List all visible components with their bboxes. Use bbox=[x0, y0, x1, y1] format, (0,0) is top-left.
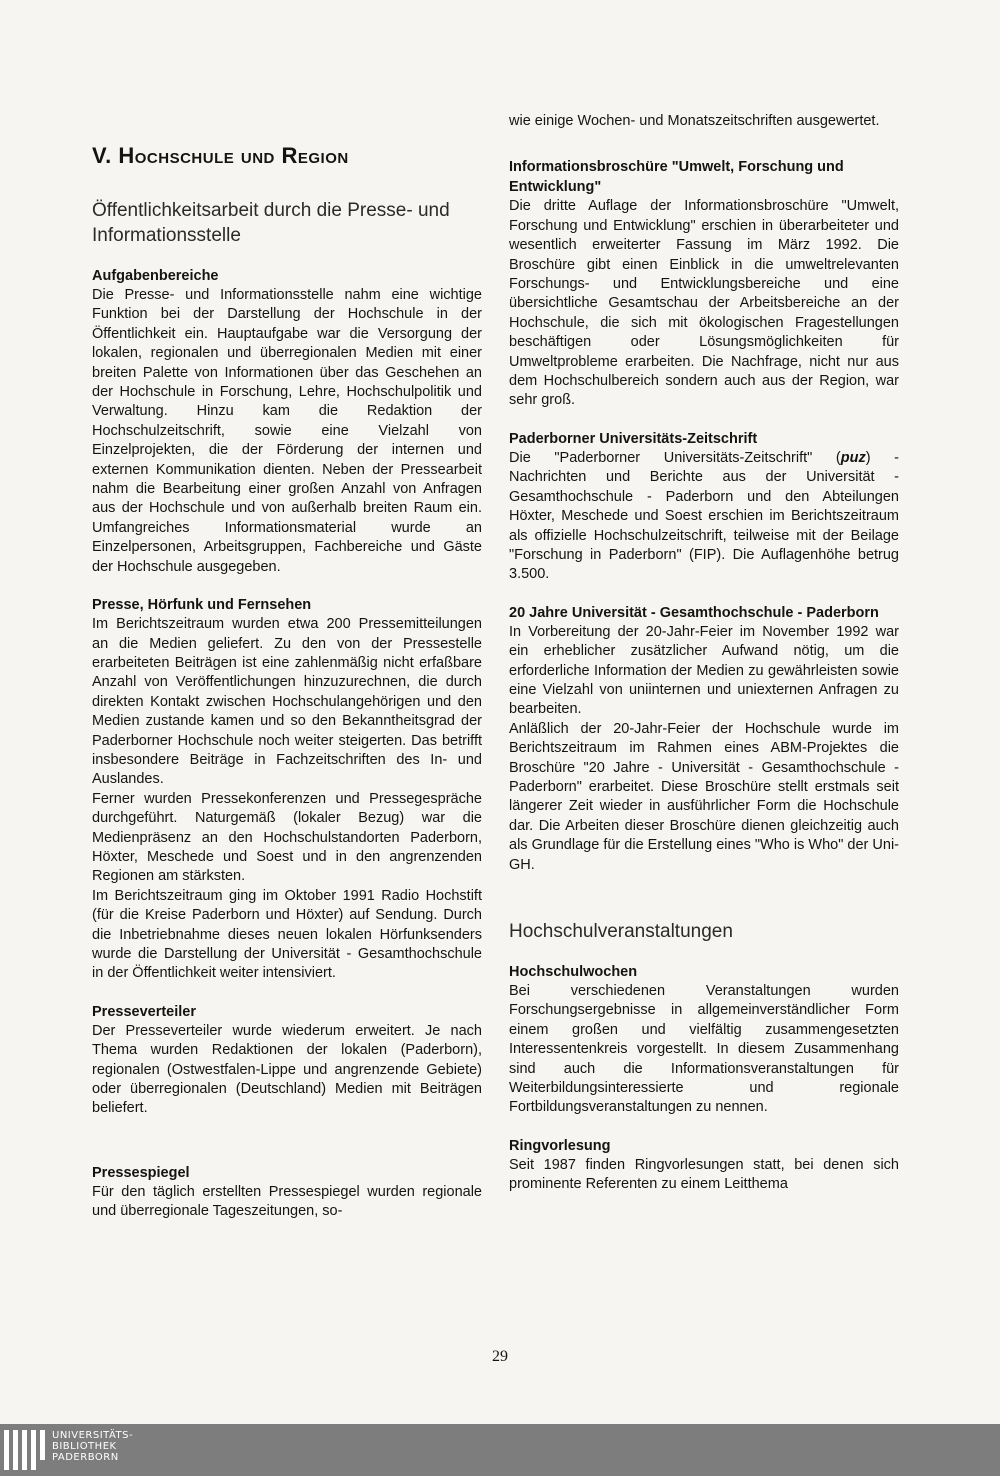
paragraph-hochschulwochen: Bei verschiedenen Veranstaltungen wurden Forschungsergebnisse in allgemeinverständlicher Form einem großen und vielfältig zusammengesetzten Interessentenkreis vorgestellt. In diesem Zusammenhang sind auch die Informationsveranstaltungen für Weiterbildungsinteressierte und regionale Fortbildungsveranstaltungen zu nennen. bbox=[509, 983, 899, 1116]
paragraph-aufgabenbereiche: Die Presse- und Informationsstelle nahm eine wichtige Funktion bei der Darstellung der Hochschule in der Öffentlichkeit ein. Hauptaufgabe war die Versorgung der lokalen, regionalen und überregionalen Medien mit einer breiten Palette von Informationen über das Geschehen an der Hochschule in Forschung, Lehre, Hochschulpolitik und Verwaltung. Hinzu kam die Redaktion der Hochschulzeitschrift, sowie eine Vielzahl von Einzelprojekten, die der Förderung der internen und externen Kommunikation dienten. Neben der Pressearbeit nahm die Bearbeitung einer großen Anzahl von Anfragen aus der Hochschule und von außerhalb breiten Raum ein. Umfangreiches Informationsmaterial wurde an Einzelpersonen, Arbeitsgruppen, Fachbereiche und Gäste der Hochschule ausgegeben. bbox=[92, 287, 482, 575]
paragraph-presse-3: Im Berichtszeitraum ging im Oktober 1991 Radio Hochstift (für die Kreise Paderborn und Höxter) auf Sendung. Durch die Inbetriebnahme dieses neuen lokalen Hörfunksenders wurde die Darstellung der Universität - Gesamthochschule in der Öffentlichkeit weiter intensiviert. bbox=[92, 887, 482, 982]
library-footer-bar bbox=[0, 1424, 1000, 1476]
paragraph-presse-2: Ferner wurden Pressekonferenzen und Pressegespräche durchgeführt. Naturgemäß (lokaler Bezug) war die Medienpräsenz an den Hochschulstandorten Paderborn, Höxter, Meschede und Soest und in den angrenzenden Regionen am stärksten. bbox=[92, 790, 482, 885]
paragraph-informationsbroschuere: Die dritte Auflage der Informationsbroschüre "Umwelt, Forschung und Entwicklung" erschien in überarbeiteter und wesentlich erweiterter Fassung im März 1992. Die Broschüre gibt einen Einblick in die umweltrelevanten Forschungs- und Entwicklungsbereiche und eine übersichtliche Gesamtschau der Arbeitsbereiche an der Hochschule, die sich mit ökologischen Fragestellungen beschäftigen oder Lösungsmöglichkeiten für Umweltprobleme erarbeiten. Die Nachfrage, nicht nur aus dem Hochschulbereich sondern auch aus der Region, war sehr groß. bbox=[509, 198, 899, 409]
paragraph-continuation: wie einige Wochen- und Monatszeitschriften ausgewertet. bbox=[509, 113, 880, 129]
paragraph-presseverteiler: Der Presseverteiler wurde wiederum erweitert. Je nach Thema wurden Redaktionen der lokalen (Paderborn), regionalen (Ostwestfalen-Lippe und angrenzende Gebiete) oder überregionalen (Deutschland) Medien mit Beiträgen beliefert. bbox=[92, 1022, 482, 1117]
section-title-oeffentlichkeitsarbeit: Öffentlichkeitsarbeit durch die Presse- und Informationsstelle bbox=[92, 200, 450, 246]
paragraph-pressespiegel: Für den täglich erstellten Pressespiegel wurden regionale und überregionale Tageszeitungen, so- bbox=[92, 1183, 482, 1220]
section-title-hochschulveranstaltungen: Hochschulveranstaltungen bbox=[509, 921, 733, 942]
paragraph-ringvorlesung: Seit 1987 finden Ringvorlesungen statt, bei denen sich prominente Referenten zu einem Leitthema bbox=[509, 1156, 899, 1193]
puz-abbreviation: puz bbox=[840, 449, 866, 466]
puz-text-start: Die "Paderborner Universitäts-Zeitschrift" ( bbox=[509, 449, 841, 466]
heading-informationsbroschuere: Informationsbroschüre "Umwelt, Forschung und Entwicklung" bbox=[509, 159, 844, 196]
heading-pressespiegel: Pressespiegel bbox=[92, 1164, 190, 1181]
heading-presse-hoerfunk: Presse, Hörfunk und Fernsehen bbox=[92, 597, 312, 614]
paragraph-20-jahre-2: Anläßlich der 20-Jahr-Feier der Hochschule wurde im Berichtszeitraum im Rahmen eines ABM-Projektes die Broschüre "20 Jahre - Universität - Gesamthochschule - Paderborn" erarbeitet. Diese Broschüre stellt erstmals seit längerer Zeit wieder in ausführlicher Form die Hochschule dar. Die Arbeiten dieser Broschüre dienen gleichzeitig auch als Grundlage für die Erstellung eines "Who is Who" der Uni-GH. bbox=[509, 720, 899, 873]
right-column bbox=[509, 112, 899, 1195]
heading-aufgabenbereiche: Aufgabenbereiche bbox=[92, 268, 219, 284]
library-name-line-1: UNIVERSITÄTS- bbox=[52, 1430, 134, 1441]
library-name-line-3: PADERBORN bbox=[52, 1452, 119, 1463]
heading-20-jahre: 20 Jahre Universität - Gesamthochschule - Paderborn bbox=[509, 604, 879, 621]
heading-presseverteiler: Presseverteiler bbox=[92, 1003, 196, 1020]
library-logo-icon bbox=[4, 1430, 45, 1470]
paragraph-universitaets-zeitschrift bbox=[509, 449, 899, 585]
page-number: 29 bbox=[492, 1348, 508, 1365]
paragraph-presse-1: Im Berichtszeitraum wurden etwa 200 Pressemitteilungen an die Medien geliefert. Zu den von der Pressestelle erarbeiteten Beiträgen ist eine zahlenmäßig nicht erfaßbare Anzahl von Veröffentlichungen hinzuzurechnen, die durch direkten Kontakt zwischen Hochschulangehörigen und den Medien zustande kamen und so den Bekanntheitsgrad der Paderborner Hochschule noch weiter steigerten. Das betrifft insbesondere Beiträge in Fachzeitschriften des In- und Auslandes. bbox=[92, 616, 482, 788]
heading-universitaets-zeitschrift: Paderborner Universitäts-Zeitschrift bbox=[509, 430, 758, 447]
paragraph-20-jahre-1: In Vorbereitung der 20-Jahr-Feier im November 1992 war ein erheblicher zusätzlicher Aufwand nötig, um die erforderliche Information der Medien zu gewährleisten sowie eine Vielzahl von uniinternen und uniexternen Anfragen zu bearbeiten. bbox=[509, 623, 899, 718]
chapter-title: V. Hochschule und Region bbox=[92, 143, 349, 168]
library-name bbox=[52, 1430, 133, 1463]
heading-hochschulwochen: Hochschulwochen bbox=[509, 964, 638, 980]
heading-ringvorlesung: Ringvorlesung bbox=[509, 1137, 611, 1154]
left-column bbox=[92, 138, 482, 1222]
library-name-line-2: BIBLIOTHEK bbox=[52, 1441, 117, 1452]
puz-text-end: ) - Nachrichten und Berichte aus der Universität - Gesamthochschule - Paderborn und den Abteilungen Höxter, Meschede und Soest erschien im Berichtszeitraum als offizielle Hochschulzeitschrift, teilweise mit der Beilage "Forschung in Paderborn" (FIP). Die Auflagenhöhe betrug 3.500. bbox=[509, 449, 899, 583]
